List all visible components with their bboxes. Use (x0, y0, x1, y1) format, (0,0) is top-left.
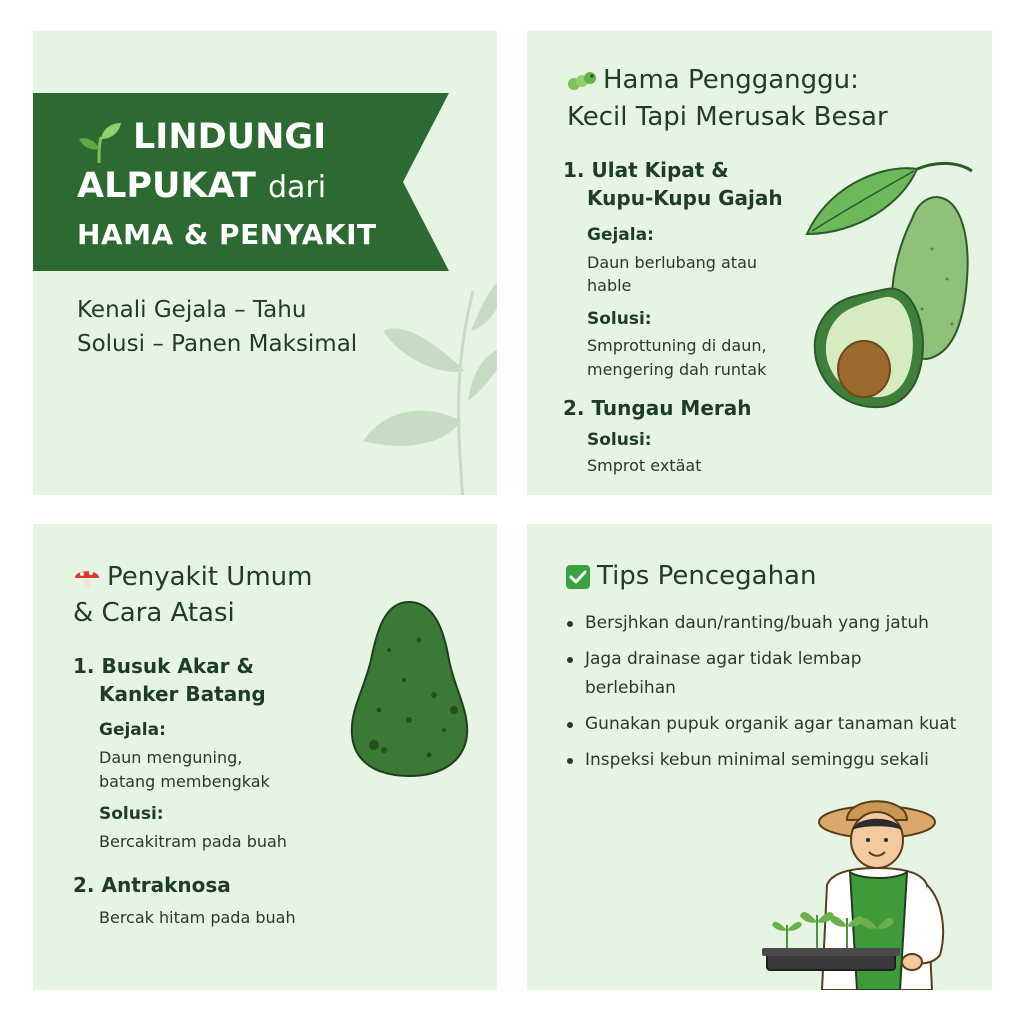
pest-1-solution-line-1: Smprottuning di daun, (587, 336, 767, 355)
pest-2-solution-label: Solusi: (587, 430, 652, 450)
farmer-illustration-icon (762, 780, 962, 990)
mushroom-icon (73, 564, 101, 592)
avocado-halves-icon (802, 159, 977, 409)
pest-2-solution-line-1: Smprot extäat (587, 456, 702, 475)
title-alpukat: ALPUKAT (77, 166, 256, 206)
pest-1-symptom-label: Gejala: (587, 225, 654, 245)
pests-panel (527, 31, 992, 495)
disease-1-solution-line-1: Bercakitram pada buah (99, 832, 287, 851)
title-line-1: LINDUNGI (133, 117, 327, 157)
pests-heading (567, 63, 859, 97)
pest-1-solution-line-2: mengering dah runtak (587, 360, 767, 379)
disease-2-title: 2. Antraknosa (73, 873, 231, 897)
diseased-avocado-icon (349, 600, 471, 778)
pests-heading-line-2: Kecil Tapi Merusak Besar (567, 102, 888, 132)
disease-1-title: 1. Busuk Akar & (73, 654, 254, 678)
diseases-panel (33, 524, 497, 990)
checkmark-icon (565, 564, 591, 590)
tip-item: Gunakan pupuk organik agar tanaman kuat (567, 710, 987, 739)
tips-list (567, 609, 987, 782)
pest-1-symptom-line-2: hable (587, 276, 632, 295)
tips-heading-text: Tips Pencegahan (597, 561, 817, 591)
pest-1-solution-label: Solusi: (587, 309, 652, 329)
pest-1-title-2: Kupu-Kupu Gajah (587, 186, 783, 210)
disease-1-symptom-line-1: Daun menguning, (99, 748, 243, 767)
tips-heading (565, 559, 816, 593)
title-line-3: HAMA & PENYAKIT (77, 218, 377, 251)
title-dari: dari (268, 170, 327, 205)
diseases-heading-line-1: Penyakit Umum (107, 562, 313, 592)
diseases-heading (73, 560, 312, 594)
disease-1-symptom-line-2: batang membengkak (99, 772, 270, 791)
disease-1-title-2: Kanker Batang (99, 682, 266, 706)
tip-item: Bersjhkan daun/ranting/buah yang jatuh (567, 609, 987, 638)
disease-2-line-1: Bercak hitam pada buah (99, 908, 296, 927)
tip-item: Jaga drainase agar tidak lembap berlebihan (567, 645, 885, 703)
pest-1-symptom-line-1: Daun berlubang atau (587, 253, 758, 272)
tagline (77, 293, 357, 361)
tagline-line-1: Kenali Gejala – Tahu (77, 297, 307, 323)
title-line-2 (77, 166, 326, 206)
title-panel (33, 31, 497, 495)
disease-1-solution-label: Solusi: (99, 804, 164, 824)
background-leaves-icon (343, 251, 497, 495)
sprout-icon (77, 119, 123, 165)
pest-1-title: 1. Ulat Kipat & (563, 158, 729, 182)
pest-2-title: 2. Tungau Merah (563, 396, 752, 420)
caterpillar-icon (567, 68, 597, 94)
tip-item: Inspeksi kebun minimal seminggu sekali (567, 746, 987, 775)
diseases-heading-line-2: & Cara Atasi (73, 598, 235, 628)
tips-panel (527, 524, 992, 990)
disease-1-symptom-label: Gejala: (99, 720, 166, 740)
tagline-line-2: Solusi – Panen Maksimal (77, 331, 358, 357)
pests-heading-line-1: Hama Pengganggu: (603, 65, 859, 95)
